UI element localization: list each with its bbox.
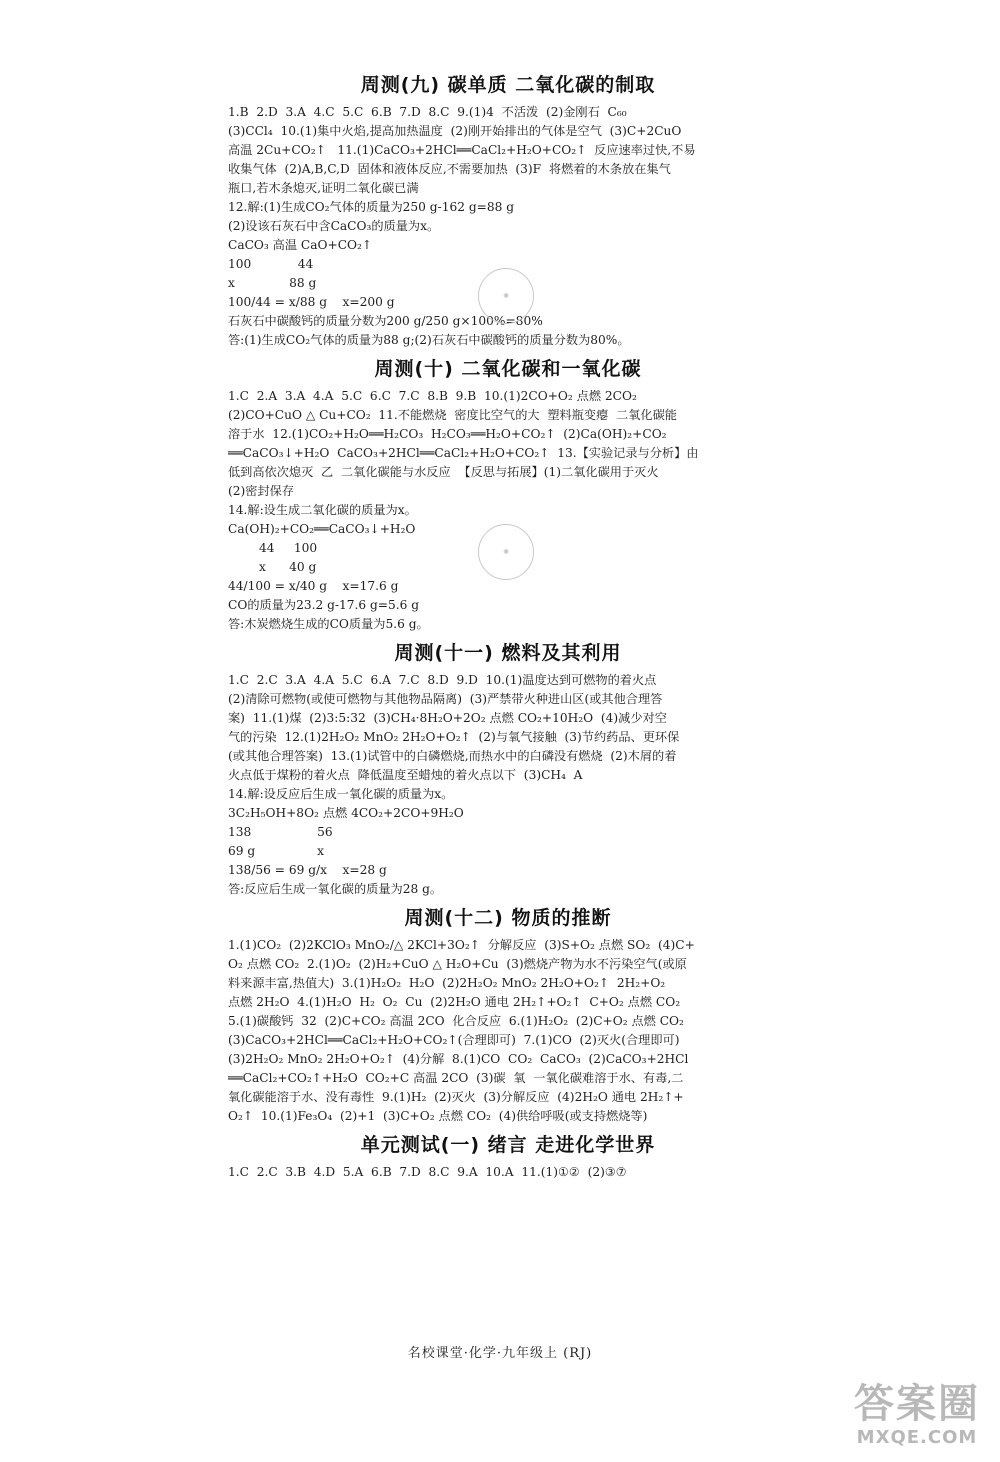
answer-line: 138/56 = 69 g/x x=28 g: [228, 863, 387, 877]
answer-line: 答:反应后生成一氧化碳的质量为28 g。: [228, 882, 443, 896]
answer-line: CaCO₃ 高温 CaO+CO₂↑: [228, 238, 373, 252]
answer-line: 高温 2Cu+CO₂↑ 11.(1)CaCO₃+2HCl══CaCl₂+H₂O+CO₂↑ 反应速率过快,不易: [228, 143, 696, 157]
answer-line: 138 56: [228, 825, 333, 839]
answer-line: 收集气体 (2)A,B,C,D 固体和液体反应,不需要加热 (3)F 将燃着的木条放在集气: [228, 162, 671, 176]
answer-line: x 88 g: [228, 276, 317, 290]
answer-line: 5.(1)碳酸钙 32 (2)C+CO₂ 高温 2CO 化合反应 6.(1)H₂O₂ (2)C+O₂ 点燃 CO₂: [228, 1014, 684, 1028]
watermark-url: MXQE.COM: [856, 1427, 978, 1448]
faint-stamp-icon: ✺: [478, 524, 534, 580]
answer-line: O₂ 点燃 CO₂ 2.(1)O₂ (2)H₂+CuO △ H₂O+Cu (3)燃烧产物为水不污染空气(或原: [228, 957, 687, 971]
answer-line: 100 44: [228, 257, 314, 271]
answer-line: 瓶口,若木条熄灭,证明二氧化碳已满: [228, 181, 419, 195]
answer-line: ══CaCO₃↓+H₂O CaCO₃+2HCl══CaCl₂+H₂O+CO₂↑ 13.【实验记录与分析】由: [228, 446, 699, 460]
answer-line: 1.C 2.C 3.B 4.D 5.A 6.B 7.D 8.C 9.A 10.A 11.(1)①② (2)③⑦: [228, 1165, 627, 1179]
watermark-logo: [854, 1381, 980, 1448]
answer-line: 14.解:设反应后生成一氧化碳的质量为x。: [228, 787, 454, 801]
answer-line: 气的污染 12.(1)2H₂O₂ MnO₂ 2H₂O+O₂↑ (2)与氧气接触 (3)节约药品、更环保: [228, 730, 680, 744]
faint-stamp-icon: ✺: [478, 268, 534, 324]
answer-line: (2)CO+CuO △ Cu+CO₂ 11.不能燃烧 密度比空气的大 塑料瓶变瘪 二氧化碳能: [228, 408, 677, 422]
answer-line: 低到高依次熄灭 乙 二氧化碳能与水反应 【反思与拓展】(1)二氧化碳用于灭火: [228, 465, 659, 479]
answer-line: 1.(1)CO₂ (2)2KClO₃ MnO₂/△ 2KCl+3O₂↑ 分解反应 (3)S+O₂ 点燃 SO₂ (4)C+: [228, 938, 695, 952]
section-week-11: [228, 638, 788, 899]
section-week-10: [228, 354, 788, 634]
answer-line: 1.B 2.D 3.A 4.C 5.C 6.B 7.D 8.C 9.(1)4 不活泼 (2)金刚石 C₆₀: [228, 105, 627, 119]
answer-line: 案) 11.(1)煤 (2)3:5:32 (3)CH₄·8H₂O+2O₂ 点燃 CO₂+10H₂O (4)减少对空: [228, 711, 667, 725]
answer-line: 3C₂H₅OH+8O₂ 点燃 4CO₂+2CO+9H₂O: [228, 806, 464, 820]
answer-line: 答:木炭燃烧生成的CO质量为5.6 g。: [228, 617, 429, 631]
answer-line: 火点低于煤粉的着火点 降低温度至蜡烛的着火点以下 (3)CH₄ A: [228, 768, 583, 782]
answer-line: 12.解:(1)生成CO₂气体的质量为250 g-162 g=88 g: [228, 200, 515, 214]
section-week-12: [228, 903, 788, 1126]
answer-line: ══CaCl₂+CO₂↑+H₂O CO₂+C 高温 2CO (3)碳 氧 一氧化碳难溶于水、有毒,二: [228, 1071, 684, 1085]
answer-line: 1.C 2.A 3.A 4.A 5.C 6.C 7.C 8.B 9.B 10.(1)2CO+O₂ 点燃 2CO₂: [228, 389, 637, 403]
answer-line: 1.C 2.C 3.A 4.A 5.C 6.A 7.C 8.D 9.D 10.(1)温度达到可燃物的着火点: [228, 673, 657, 687]
answer-line: (3)2H₂O₂ MnO₂ 2H₂O+O₂↑ (4)分解 8.(1)CO CO₂ CaCO₃ (2)CaCO₃+2HCl: [228, 1052, 689, 1066]
answer-line: 点燃 2H₂O 4.(1)H₂O H₂ O₂ Cu (2)2H₂O 通电 2H₂↑+O₂↑ C+O₂ 点燃 CO₂: [228, 995, 681, 1009]
watermark-text: 答案圈: [854, 1381, 980, 1427]
section-title: 周测(十二) 物质的推断: [404, 907, 612, 929]
answer-line: 答:(1)生成CO₂气体的质量为88 g;(2)石灰石中碳酸钙的质量分数为80%。: [228, 333, 630, 347]
answer-line: CO的质量为23.2 g-17.6 g=5.6 g: [228, 598, 420, 612]
answer-line: Ca(OH)₂+CO₂══CaCO₃↓+H₂O: [228, 522, 416, 536]
answer-line: (2)密封保存: [228, 484, 295, 498]
answer-line: O₂↑ 10.(1)Fe₃O₄ (2)+1 (3)C+O₂ 点燃 CO₂ (4)供给呼吸(或支持燃烧等): [228, 1109, 648, 1123]
answer-line: 44 100: [228, 541, 318, 555]
answer-line: 溶于水 12.(1)CO₂+H₂O══H₂CO₃ H₂CO₃══H₂O+CO₂↑ (2)Ca(OH)₂+CO₂: [228, 427, 667, 441]
answer-line: (或其他合理答案) 13.(1)试管中的白磷燃烧,而热水中的白磷没有燃烧 (2)木屑的着: [228, 749, 677, 763]
answer-line: x 40 g: [228, 560, 317, 574]
answer-content: [228, 66, 788, 1182]
section-title: 周测(十一) 燃料及其利用: [394, 642, 622, 664]
answer-line: (3)CCl₄ 10.(1)集中火焰,提高加热温度 (2)刚开始排出的气体是空气 (3)C+2CuO: [228, 124, 682, 138]
section-title: 周测(十) 二氧化碳和一氧化碳: [374, 358, 642, 380]
page-footer: 名校课堂·化学·九年级上 (RJ): [407, 1346, 593, 1361]
answer-line: (2)设该石灰石中含CaCO₃的质量为x。: [228, 219, 440, 233]
answer-line: 料来源丰富,热值大) 3.(1)H₂O₂ H₂O (2)2H₂O₂ MnO₂ 2H₂O+O₂↑ 2H₂+O₂: [228, 976, 666, 990]
section-unit-test-1: [228, 1130, 788, 1182]
section-title: 单元测试(一) 绪言 走进化学世界: [360, 1134, 656, 1156]
answer-line: 44/100 = x/40 g x=17.6 g: [228, 579, 399, 593]
answer-line: 氧化碳能溶于水、没有毒性 9.(1)H₂ (2)灭火 (3)分解反应 (4)2H₂O 通电 2H₂↑+: [228, 1090, 684, 1104]
answer-line: (3)CaCO₃+2HCl══CaCl₂+H₂O+CO₂↑(合理即可) 7.(1)CO (2)灭火(合理即可): [228, 1033, 680, 1047]
answer-line: 69 g x: [228, 844, 325, 858]
answer-line: 石灰石中碳酸钙的质量分数为200 g/250 g×100%=80%: [228, 314, 543, 328]
section-title: 周测(九) 碳单质 二氧化碳的制取: [360, 74, 656, 96]
answer-line: 100/44 = x/88 g x=200 g: [228, 295, 395, 309]
answer-line: (2)清除可燃物(或使可燃物与其他物品隔离) (3)严禁带火种进山区(或其他合理答: [228, 692, 663, 706]
answer-line: 14.解:设生成二氧化碳的质量为x。: [228, 503, 417, 517]
